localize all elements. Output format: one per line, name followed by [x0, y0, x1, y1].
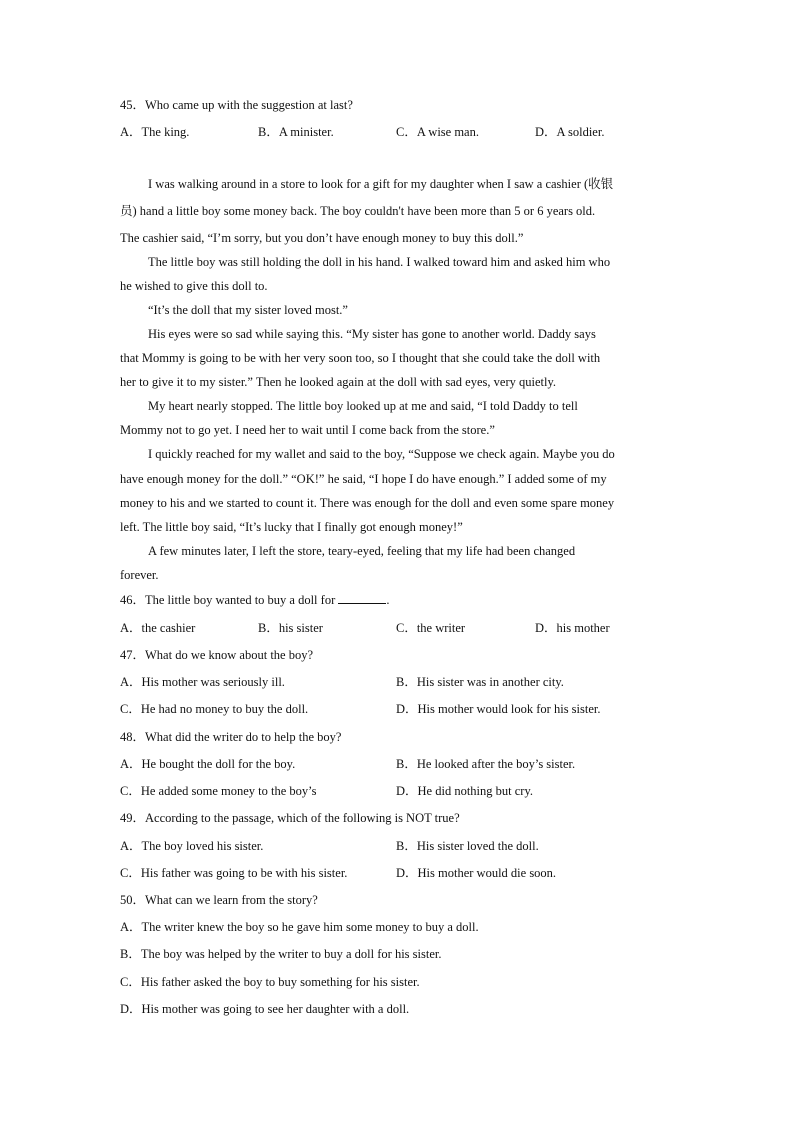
passage-line: Mommy not to go yet. I need her to wait until I come back from the store.”	[120, 423, 495, 437]
question-46-option-a: A．the cashier	[120, 621, 196, 635]
question-46-option-b: B．his sister	[258, 621, 323, 635]
passage-line: I quickly reached for my wallet and said to the boy, “Suppose we check again. Maybe you do	[148, 447, 615, 461]
question-48-option-b: B．He looked after the boy’s sister.	[396, 757, 576, 771]
question-49-option-d: D．His mother would die soon.	[396, 866, 557, 880]
question-45-option-d: D．A soldier.	[535, 125, 605, 139]
passage-line: he wished to give this doll to.	[120, 279, 268, 293]
question-50-stem: 50．What can we learn from the story?	[120, 893, 318, 907]
passage-line: forever.	[120, 568, 159, 582]
question-49-stem: 49．According to the passage, which of the following is NOT true?	[120, 811, 460, 825]
question-46-stem-text: 46．The little boy wanted to buy a doll for	[120, 593, 336, 607]
question-45-option-c: C．A wise man.	[396, 125, 479, 139]
passage-line: 员) hand a little boy some money back. The boy couldn't have been more than 5 or 6 years old.	[120, 204, 596, 218]
passage-line: I was walking around in a store to look for a gift for my daughter when I saw a cashier (收银	[148, 177, 614, 191]
question-50-option-d: D．His mother was going to see her daughter with a doll.	[120, 1002, 410, 1016]
question-47-option-b: B．His sister was in another city.	[396, 675, 564, 689]
question-49-option-c: C．His father was going to be with his sister.	[120, 866, 348, 880]
question-47-stem: 47．What do we know about the boy?	[120, 648, 314, 662]
passage-line: left. The little boy said, “It’s lucky that I finally got enough money!”	[120, 520, 463, 534]
passage-line: His eyes were so sad while saying this. “My sister has gone to another world. Daddy says	[148, 327, 596, 341]
passage-line: her to give it to my sister.” Then he looked again at the doll with sad eyes, very quietly.	[120, 375, 557, 389]
passage-line: A few minutes later, I left the store, teary-eyed, feeling that my life had been changed	[148, 544, 576, 558]
question-45-option-b: B．A minister.	[258, 125, 334, 139]
question-47-option-c: C．He had no money to buy the doll.	[120, 702, 309, 716]
question-50-option-b: B．The boy was helped by the writer to buy a doll for his sister.	[120, 947, 442, 961]
question-48-option-c: C．He added some money to the boy’s	[120, 784, 317, 798]
question-47-option-a: A．His mother was seriously ill.	[120, 675, 285, 689]
question-46-stem	[120, 592, 390, 608]
question-48-option-d: D．He did nothing but cry.	[396, 784, 534, 798]
passage-line: have enough money for the doll.” “OK!” he said, “I hope I do have enough.” I added some of my	[120, 472, 607, 486]
question-45-stem: 45．Who came up with the suggestion at last?	[120, 98, 353, 112]
question-45-option-a: A．The king.	[120, 125, 190, 139]
passage-line: My heart nearly stopped. The little boy looked up at me and said, “I told Daddy to tell	[148, 399, 578, 413]
question-47-option-d: D．His mother would look for his sister.	[396, 702, 601, 716]
passage-line: that Mommy is going to be with her very soon too, so I thought that she could take the doll with	[120, 351, 601, 365]
question-46-stem-end: .	[386, 593, 390, 607]
question-49-option-b: B．His sister loved the doll.	[396, 839, 539, 853]
passage-line: The little boy was still holding the doll in his hand. I walked toward him and asked him who	[148, 255, 611, 269]
question-50-option-c: C．His father asked the boy to buy something for his sister.	[120, 975, 420, 989]
passage-line: The cashier said, “I’m sorry, but you don’t have enough money to buy this doll.”	[120, 231, 524, 245]
passage-line: “It’s the doll that my sister loved most.”	[148, 303, 348, 317]
passage-line: money to his and we started to count it. There was enough for the doll and even some spare money	[120, 496, 615, 510]
question-50-option-a: A．The writer knew the boy so he gave him some money to buy a doll.	[120, 920, 479, 934]
question-46-option-c: C．the writer	[396, 621, 466, 635]
answer-blank	[338, 592, 386, 604]
question-48-option-a: A．He bought the doll for the boy.	[120, 757, 296, 771]
question-48-stem: 48．What did the writer do to help the boy?	[120, 730, 342, 744]
question-49-option-a: A．The boy loved his sister.	[120, 839, 264, 853]
question-46-option-d: D．his mother	[535, 621, 610, 635]
